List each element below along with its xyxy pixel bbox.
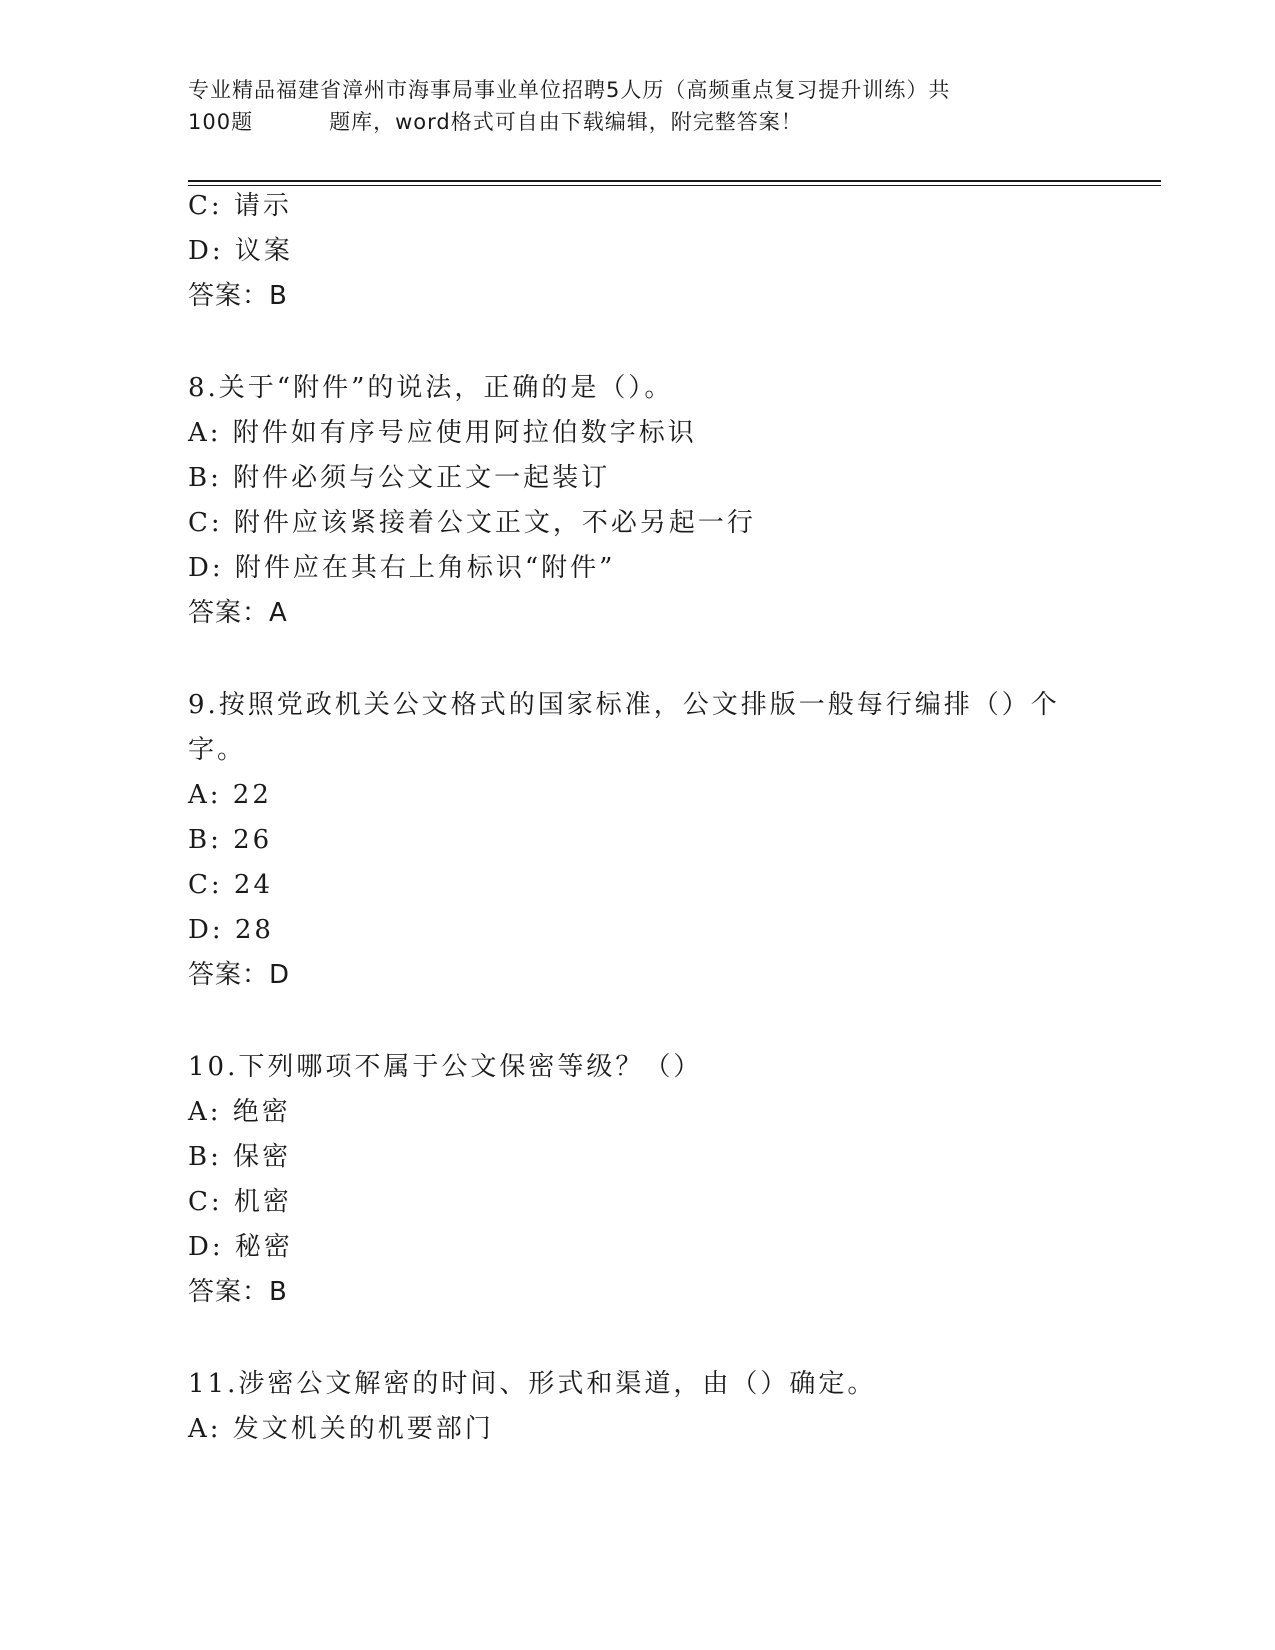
answer-q8: 答案：A	[188, 598, 288, 628]
header-line-2	[188, 106, 1088, 138]
document-header	[188, 74, 1088, 138]
header-count: 100题	[188, 110, 254, 134]
question-9-line-2: 字。	[188, 735, 247, 765]
option-q8-a: A: 附件如有序号应使用阿拉伯数字标识	[188, 418, 697, 448]
header-rule-thick	[188, 180, 1161, 182]
option-q9-b: B: 26	[188, 825, 273, 855]
question-10: 10.下列哪项不属于公文保密等级？（）	[188, 1052, 703, 1082]
header-description: 题库，word格式可自由下载编辑，附完整答案！	[329, 110, 803, 134]
option-q10-b: B: 保密	[188, 1142, 292, 1172]
option-q8-b: B: 附件必须与公文正文一起装订	[188, 463, 611, 493]
option-q9-a: A: 22	[188, 780, 272, 810]
option-q10-a: A: 绝密	[188, 1097, 291, 1127]
option-q8-d: D: 附件应在其右上角标识“附件”	[188, 553, 616, 583]
answer-q7: 答案：B	[188, 281, 288, 311]
answer-q10: 答案：B	[188, 1277, 288, 1307]
header-rule-thin	[188, 185, 1161, 186]
option-q11-a: A: 发文机关的机要部门	[188, 1414, 494, 1444]
option-q7-d: D: 议案	[188, 236, 293, 266]
question-8: 8.关于“附件”的说法，正确的是（）。	[188, 373, 674, 403]
option-q10-d: D: 秘密	[188, 1232, 293, 1262]
option-q9-c: C: 24	[188, 870, 274, 900]
option-q9-d: D: 28	[188, 915, 274, 945]
option-q10-c: C: 机密	[188, 1187, 292, 1217]
answer-q9: 答案：D	[188, 960, 291, 990]
question-11: 11.涉密公文解密的时间、形式和渠道，由（）确定。	[188, 1369, 877, 1399]
question-9-line-1: 9.按照党政机关公文格式的国家标准，公文排版一般每行编排（）个	[188, 690, 1060, 720]
header-line-1: 专业精品福建省漳州市海事局事业单位招聘5人历（高频重点复习提升训练）共	[188, 78, 951, 102]
option-q7-c: C: 请示	[188, 191, 292, 221]
option-q8-c: C: 附件应该紧接着公文正文，不必另起一行	[188, 508, 756, 538]
